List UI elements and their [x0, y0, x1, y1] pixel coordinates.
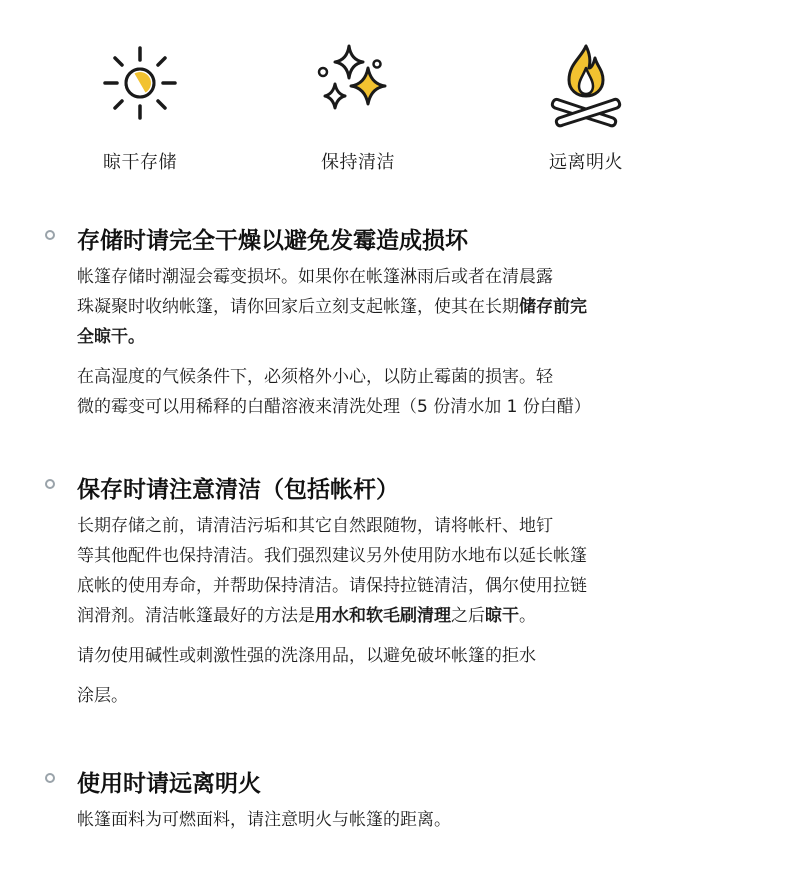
feature-away-from-fire	[501, 38, 671, 174]
section-title: 存储时请完全干燥以避免发霉造成损坏	[77, 228, 468, 254]
bold-text: 全晾干。	[77, 327, 145, 347]
feature-label: 远离明火	[549, 152, 623, 173]
text-span: 润滑剂。清洁帐篷最好的方法是	[77, 606, 315, 626]
text-line: 请勿使用碱性或刺激性强的洗涤用品，以避免破坏帐篷的拒水	[77, 646, 536, 666]
paragraph	[77, 262, 717, 352]
bold-text: 晾干	[485, 606, 519, 626]
sparkles-icon	[313, 38, 403, 128]
feature-label: 晾干存储	[103, 152, 177, 173]
text-line: 等其他配件也保持清洁。我们强烈建议另外使用防水地布以延长帐篷	[77, 546, 587, 566]
text-line: 帐篷存储时潮湿会霉变损坏。如果你在帐篷淋雨后或者在清晨露	[77, 267, 553, 287]
feature-dry-storage	[55, 38, 225, 174]
text-line	[77, 292, 717, 322]
care-icons-row	[0, 38, 790, 173]
text-line: 长期存储之前，请清洁污垢和其它自然跟随物，请将帐杆、地钉	[77, 516, 553, 536]
paragraph	[77, 362, 717, 422]
text-line: 帐篷面料为可燃面料，请注意明火与帐篷的距离。	[77, 810, 451, 830]
section-title: 保存时请注意清洁（包括帐杆）	[77, 477, 399, 503]
text-line: 涂层。	[77, 686, 128, 706]
text-line	[77, 322, 717, 352]
text-line	[77, 601, 717, 631]
bold-text: 用水和软毛刷清理	[315, 606, 451, 626]
text-span: 。	[519, 606, 536, 626]
sun-icon	[95, 38, 185, 128]
campfire-icon	[541, 38, 631, 128]
text-span: 珠凝聚时收纳帐篷，请你回家后立刻支起帐篷，使其在长期	[77, 297, 519, 317]
section-dry-storage	[0, 222, 790, 422]
section-keep-clean	[0, 471, 790, 711]
paragraph	[77, 641, 717, 711]
bullet-circle	[45, 230, 55, 240]
paragraph	[77, 805, 717, 835]
text-span: 之后	[451, 606, 485, 626]
text-line: 在高湿度的气候条件下，必须格外小心，以防止霉菌的损害。轻	[77, 367, 553, 387]
feature-label: 保持清洁	[321, 152, 395, 173]
bold-text: 储存前完	[519, 297, 587, 317]
section-away-from-fire	[0, 765, 790, 835]
feature-keep-clean	[273, 38, 443, 174]
bullet-circle	[45, 479, 55, 489]
bullet-circle	[45, 773, 55, 783]
section-title: 使用时请远离明火	[77, 771, 261, 797]
text-line: 底帐的使用寿命，并帮助保持清洁。请保持拉链清洁，偶尔使用拉链	[77, 576, 587, 596]
text-line: 微的霉变可以用稀释的白醋溶液来清洗处理（5 份清水加 1 份白醋）	[77, 397, 591, 417]
paragraph	[77, 511, 717, 631]
